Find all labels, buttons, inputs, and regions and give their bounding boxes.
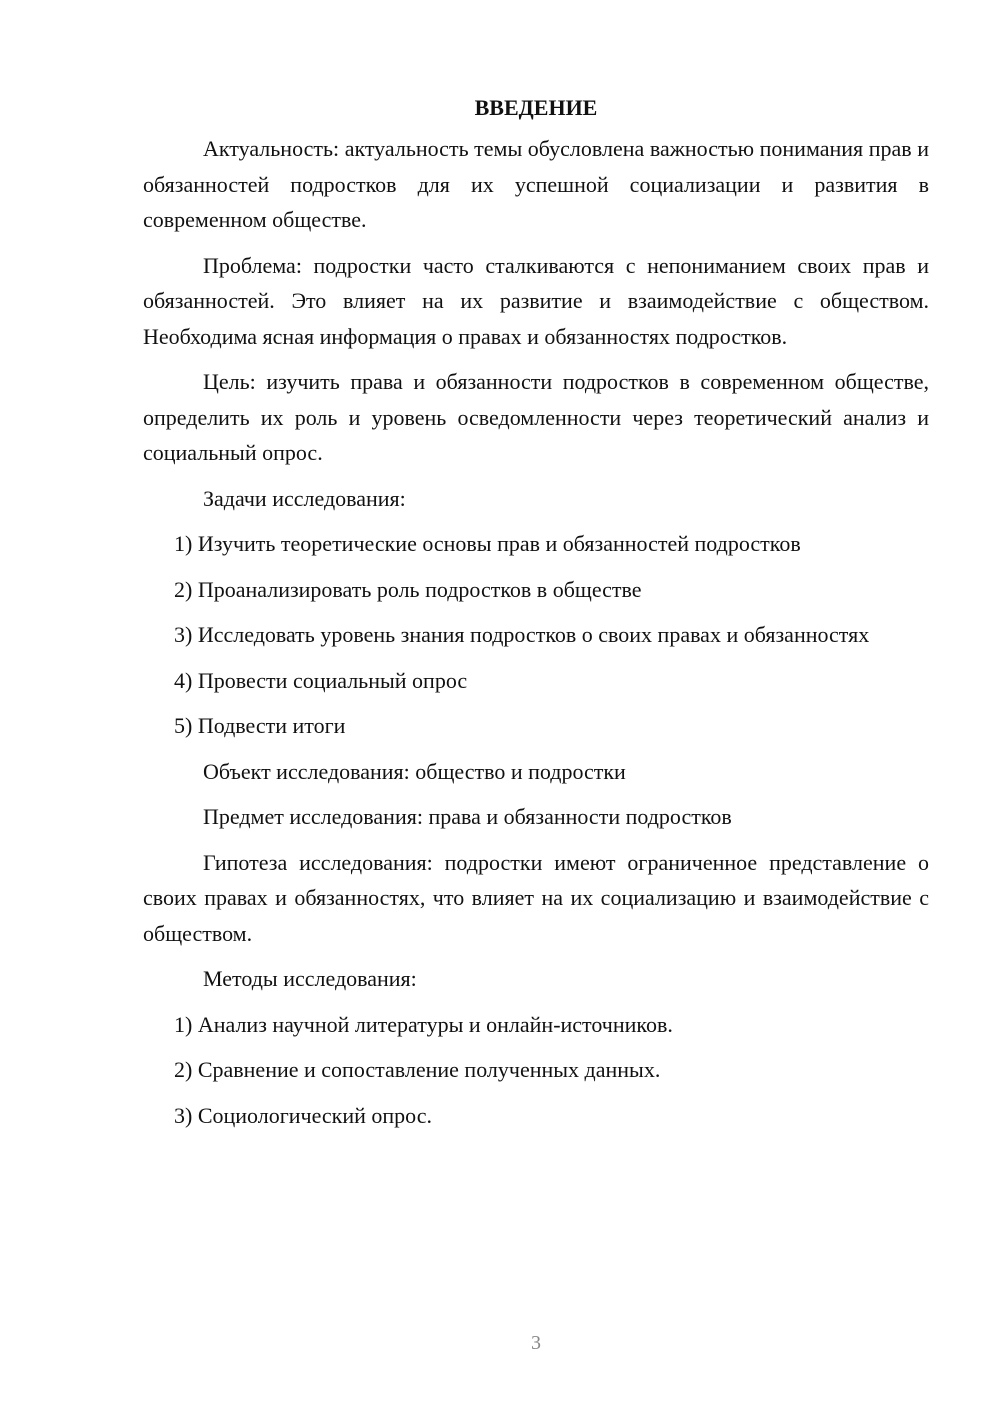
task-item: 4) Провести социальный опрос <box>174 667 468 693</box>
problem-paragraph: Проблема: подростки часто сталкиваются с непониманием своих прав и обязанностей. Это влияет на их развитие и взаимодействие с обществом. Необходима ясная информация о правах и обязанностях подростков. <box>143 252 929 349</box>
method-item: 2) Сравнение и сопоставление полученных данных. <box>174 1057 661 1082</box>
methods-heading: Методы исследования: <box>203 966 417 991</box>
task-item: 5) Подвести итоги <box>174 713 346 738</box>
tasks-heading: Задачи исследования: <box>203 485 406 511</box>
page-number: 3 <box>531 1332 541 1354</box>
object-paragraph: Объект исследования: общество и подростки <box>203 758 626 784</box>
task-item: 3) Исследовать уровень знания подростков о своих правах и обязанностях <box>174 622 870 647</box>
relevance-paragraph: Актуальность: актуальность темы обусловлена важностью понимания прав и обязанностей подростков для их успешной социализации и развития в современном обществе. <box>143 136 929 232</box>
goal-paragraph: Цель: изучить права и обязанности подростков в современном обществе, определить их роль и уровень осведомленности через теоретический анализ и социальный опрос. <box>143 369 929 465</box>
method-item: 1) Анализ научной литературы и онлайн-источников. <box>174 1011 673 1037</box>
task-item: 2) Проанализировать роль подростков в обществе <box>174 576 642 602</box>
document-page <box>143 90 929 1143</box>
task-item: 1) Изучить теоретические основы прав и обязанностей подростков <box>174 531 801 556</box>
method-item: 3) Социологический опрос. <box>174 1102 432 1128</box>
hypothesis-paragraph: Гипотеза исследования: подростки имеют ограниченное представление о своих правах и обязанностях, что влияет на их социализацию и взаимодействие с обществом. <box>143 849 929 946</box>
page-title: ВВЕДЕНИЕ <box>474 95 598 120</box>
subject-paragraph: Предмет исследования: права и обязанности подростков <box>203 804 732 829</box>
